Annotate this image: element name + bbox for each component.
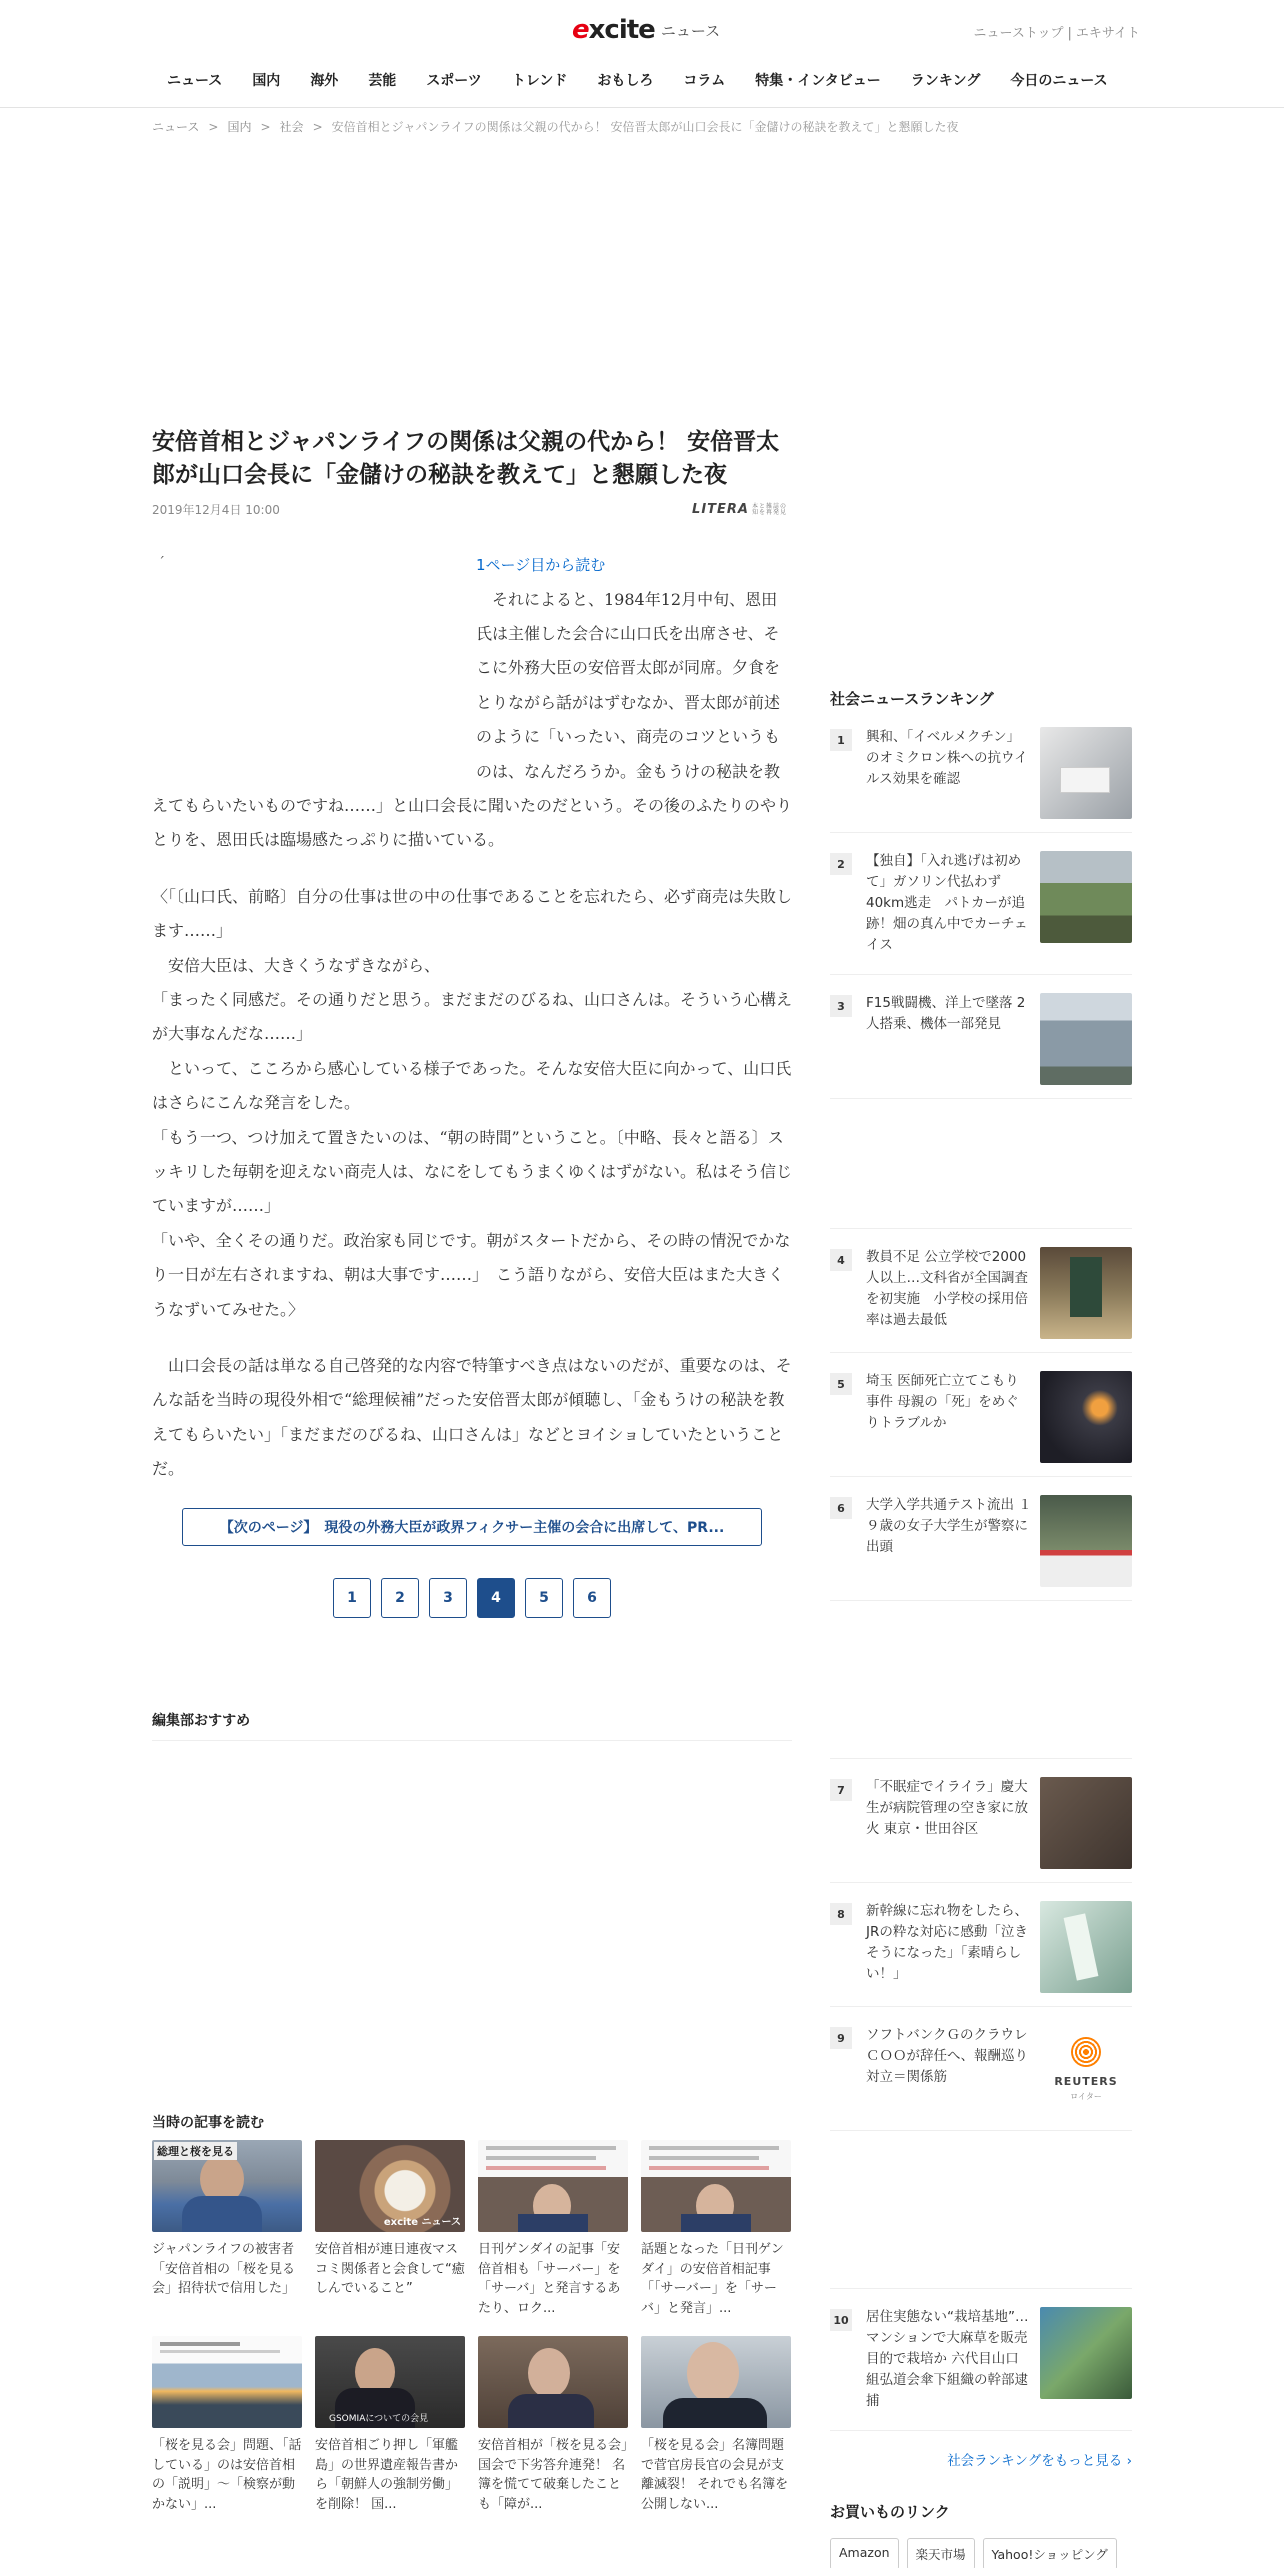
past-article-title: 日刊ゲンダイの記事「安倍首相も「サーバー」を「サーバ」と発言するあたり、ロク... — [478, 2242, 621, 2316]
ranking-thumbnail — [1040, 1777, 1132, 1869]
source-tagline: 本と雑誌の知を再発見 — [752, 502, 788, 516]
past-article-title: 安倍首相が連日連夜マスコミ関係者と会食して“癒しんでいること” — [315, 2242, 465, 2296]
nav-domestic[interactable]: 国内 — [252, 73, 281, 89]
rank-number: 2 — [830, 853, 852, 875]
page-4-button[interactable]: 4 — [477, 1578, 515, 1618]
global-nav — [152, 70, 1123, 90]
past-article-card[interactable] — [315, 2336, 465, 2514]
nav-ranking[interactable]: ランキング — [910, 73, 981, 89]
ranking-thumbnail — [1040, 1901, 1132, 1993]
editors-pick — [152, 1710, 792, 1741]
logo-subtitle: ニュース — [660, 21, 721, 40]
rank-number: 10 — [830, 2309, 852, 2331]
ranking-item[interactable] — [830, 1777, 1132, 1883]
ranking-title: 【独自】「入れ逃げは初めて」ガソリン代払わず40km逃走 パトカーが追跡！畑の真ん中でカーチェイス — [866, 853, 1028, 953]
source-name: LITERA — [692, 502, 749, 518]
nav-feature[interactable]: 特集・インタビュー — [755, 73, 881, 89]
ranking-item[interactable] — [830, 1247, 1132, 1353]
past-article-card[interactable] — [478, 2336, 628, 2514]
nav-column[interactable]: コラム — [683, 73, 726, 89]
sidebar-ad-slot — [830, 1117, 1132, 1229]
excite-site-link[interactable]: エキサイト — [1075, 26, 1140, 41]
article-body — [152, 548, 792, 1486]
ranking-title: 教員不足 公立学校で2000人以上…文科省が全国調査を初実施 小学校の採用倍率は過去最低 — [866, 1249, 1028, 1328]
article — [152, 426, 792, 1618]
ranking-title: 埼玉 医師死亡立てこもり事件 母親の「死」をめぐりトラブルか — [866, 1373, 1019, 1431]
page-5-button[interactable]: 5 — [525, 1578, 563, 1618]
reuters-logo-text: REUTERS — [1054, 2075, 1118, 2088]
past-article-thumbnail — [315, 2140, 465, 2232]
amazon-link[interactable]: Amazon — [830, 2538, 899, 2568]
past-article-title: 安倍首相ごり押し「軍艦島」の世界遺産報告書から「朝鮮人の強制労働」を削除！ 国... — [315, 2438, 459, 2512]
ranking-title: 大学入学共通テスト流出 １９歳の女子大学生が警察に出頭 — [866, 1497, 1032, 1555]
ranking-title: F15戦闘機、洋上で墜落 2人搭乗、機体一部発見 — [866, 995, 1026, 1032]
past-article-thumbnail — [641, 2140, 791, 2232]
sidebar — [830, 688, 1132, 2568]
nav-overseas[interactable]: 海外 — [310, 73, 339, 89]
sidebar-ad-slot — [830, 2149, 1132, 2289]
ranking-item[interactable] — [830, 2307, 1132, 2431]
past-articles-heading: 当時の記事を読む — [152, 2115, 264, 2131]
read-from-first-page-link[interactable]: 1ページ目から読む — [476, 556, 606, 575]
article-paragraph: 「もう一つ、つけ加えて置きたいのは、“朝の時間”ということ。〔中略、長々と語る〕スッキリした毎朝を迎えない商売人は、なにをしてもうまくゆくはずがない。私はそう信じていますが……」 — [152, 1127, 793, 1216]
litera-logo[interactable] — [692, 502, 792, 517]
nav-today[interactable]: 今日のニュース — [1010, 73, 1108, 89]
past-article-card[interactable] — [641, 2336, 791, 2514]
ranking-item[interactable] — [830, 727, 1132, 833]
ranking-thumbnail — [1040, 1371, 1132, 1463]
past-article-card[interactable] — [641, 2140, 791, 2318]
ranking-item[interactable] — [830, 1901, 1132, 2007]
ranking-title: 「不眠症でイライラ」慶大生が病院管理の空き家に放火 東京・世田谷区 — [866, 1779, 1028, 1837]
past-article-title: 話題となった「日刊ゲンダイ」の安倍首相記事 「「サーバー」を「サーバ」と発言」... — [641, 2242, 784, 2316]
past-article-title: ジャパンライフの被害者 「安倍首相の「桜を見る会」招待状で信用した」 — [152, 2242, 296, 2296]
ad-slot-top — [152, 150, 1132, 410]
reuters-logo — [1040, 2025, 1132, 2117]
past-articles-grid — [152, 2140, 792, 2514]
article-paragraph: といって、こころから感心している様子であった。そんな安倍大臣に向かって、山口氏はさらにこんな発言をした。 — [152, 1058, 792, 1113]
next-page-button[interactable]: 【次のページ】 現役の外務大臣が政界フィクサー主催の会合に出席して、PR... — [182, 1508, 762, 1546]
past-article-title: 「桜を見る会」問題、「話している」のは安倍首相の「説明」～「検察が動かない」... — [152, 2438, 302, 2512]
top-links: ニューストップ | エキサイト — [973, 26, 1140, 41]
breadcrumb-news[interactable]: ニュース — [152, 120, 200, 134]
ranking-title: ソフトバンクＧのクラウレＣＯＯが辞任へ、報酬巡り対立＝関係筋 — [866, 2027, 1028, 2085]
article-paragraph: 〈「〔山口氏、前略〕自分の仕事は世の中の仕事であることを忘れたら、必ず商売は失敗します……」 — [152, 886, 793, 941]
breadcrumb-current: 安倍首相とジャパンライフの関係は父親の代から！ 安倍晋太郎が山口会長に「金儲けの秘訣を教えて」と懇願した夜 — [331, 120, 959, 134]
past-article-thumbnail — [315, 2336, 465, 2428]
ranking-item[interactable] — [830, 2025, 1132, 2131]
rank-number: 4 — [830, 1249, 852, 1271]
article-paragraph: 安倍大臣は、大きくうなずきながら、 — [152, 955, 441, 975]
ranking-item[interactable] — [830, 1495, 1132, 1601]
article-date: 2019年12月4日 10:00 — [152, 503, 280, 518]
past-article-thumbnail — [478, 2140, 628, 2232]
chevron-right-icon: › — [1126, 2453, 1132, 2469]
article-image-caption: ´ — [158, 555, 165, 572]
more-ranking-link[interactable] — [830, 2449, 1132, 2469]
past-article-thumbnail — [152, 2140, 302, 2232]
rank-number: 8 — [830, 1903, 852, 1925]
rank-number: 5 — [830, 1373, 852, 1395]
thumb-label: excite ニュース — [383, 2217, 461, 2228]
page-1-button[interactable]: 1 — [333, 1578, 371, 1618]
editors-pick-heading: 編集部おすすめ — [152, 1713, 251, 1729]
nav-funny[interactable]: おもしろ — [597, 73, 654, 89]
past-article-thumbnail — [478, 2336, 628, 2428]
ranking-title: 興和、「イベルメクチン」のオミクロン株への抗ウイルス効果を確認 — [866, 729, 1028, 787]
shopping-links — [830, 2538, 1132, 2568]
rank-number: 3 — [830, 995, 852, 1017]
ranking-thumbnail — [1040, 2307, 1132, 2399]
article-title: 安倍首相とジャパンライフの関係は父親の代から！ 安倍晋太郎が山口会長に「金儲けの秘訣を教えて」と懇願した夜 — [152, 429, 780, 488]
news-top-link[interactable]: ニューストップ — [973, 26, 1064, 41]
past-article-title: 「桜を見る会」名簿問題で菅官房長官の会見が支離滅裂！ それでも名簿を公開しない... — [641, 2438, 789, 2512]
ranking-item[interactable] — [830, 993, 1132, 1099]
rank-number: 6 — [830, 1497, 852, 1519]
article-meta — [152, 501, 792, 518]
article-paragraph: 山口会長の話は単なる自己啓発的な内容で特筆すべき点はないのだが、重要なのは、そんな話を当時の現役外相で“総理候補”だった安倍晋太郎が傾聴し、「金もうけの秘訣を教えてもらいたい」「まだまだのびるね、山口さんは」などとヨイショしていたということだ。 — [152, 1355, 792, 1479]
reuters-logo-sub: ロイター — [1070, 2092, 1102, 2101]
past-article-card[interactable] — [478, 2140, 628, 2318]
ranking-item[interactable] — [830, 1371, 1132, 1477]
article-image — [152, 548, 464, 758]
thumb-label: 総理と桜を見る — [154, 2142, 237, 2160]
past-article-card[interactable] — [152, 2140, 302, 2318]
excite-logo: excite — [572, 15, 655, 45]
nav-news[interactable]: ニュース — [167, 73, 223, 89]
past-article-thumbnail — [152, 2336, 302, 2428]
article-paragraph: 「いや、全くその通りだ。政治家も同じです。朝がスタートだから、その時の情況でかなり一日が左右されますね、朝は大事です……」 こう語りながら、安倍大臣はまた大きくうなずいてみせた。〉 — [152, 1230, 791, 1319]
past-articles — [152, 2112, 792, 2514]
ranking-item[interactable] — [830, 851, 1132, 975]
past-article-thumbnail — [641, 2336, 791, 2428]
site-header — [0, 0, 1284, 108]
rank-number: 9 — [830, 2027, 852, 2049]
breadcrumb-society[interactable]: 社会 — [279, 120, 304, 134]
rank-number: 1 — [830, 729, 852, 751]
thumb-label: GSOMIAについての会見 — [329, 2414, 429, 2424]
page-3-button[interactable]: 3 — [429, 1578, 467, 1618]
ranking-heading: 社会ニュースランキング — [830, 690, 994, 708]
nav-trend[interactable]: トレンド — [511, 73, 568, 89]
ranking-thumbnail — [1040, 1495, 1132, 1587]
past-article-card[interactable] — [152, 2336, 302, 2514]
more-ranking-label: 社会ランキングをもっと見る — [947, 2453, 1123, 2469]
sidebar-ad-slot — [830, 1619, 1132, 1759]
breadcrumb-domestic[interactable]: 国内 — [227, 120, 252, 134]
site-logo[interactable] — [572, 12, 720, 48]
nav-sports[interactable]: スポーツ — [426, 73, 482, 89]
page-6-button[interactable]: 6 — [573, 1578, 611, 1618]
article-paragraph: それによると、1984年12月中旬、恩田氏は主催した会合に山口氏を出席させ、そこに外務大臣の安倍晋太郎が同席。夕食をとりながら話がはずむなか、晋太郎が前述のように「いったい、商売のコツというものは、なんだろうか。金もうけの秘訣を教えてもらいたいものですね……」と山口会長に聞いたのだという。その後のふたりのやりとりを、恩田氏は臨場感たっぷりに描いている。 — [152, 589, 793, 850]
shopping-heading: お買いものリンク — [830, 2503, 950, 2521]
article-paragraph: 「まったく同感だ。その通りだと思う。まだまだのびるね、山口さんは。そういう心構えが大事なんだな……」 — [152, 990, 793, 1044]
ranking-thumbnail — [1040, 851, 1132, 943]
ranking-thumbnail — [1040, 727, 1132, 819]
rank-number: 7 — [830, 1779, 852, 1801]
breadcrumb: ニュース > 国内 > 社会 > 安倍首相とジャパンライフの関係は父親の代から！ 安倍晋太郎が山口会長に「金儲けの秘訣を教えて」と懇願した夜 — [152, 120, 959, 134]
past-article-card[interactable] — [315, 2140, 465, 2318]
past-article-title: 安倍首相が「桜を見る会」国会で下劣答弁連発！ 名簿を慌てて破棄したことも「障が... — [478, 2438, 628, 2512]
ranking-title: 新幹線に忘れ物をしたら、JRの粋な対応に感動「泣きそうになった」「素晴らしい！」 — [866, 1903, 1028, 1982]
page-2-button[interactable]: 2 — [381, 1578, 419, 1618]
ranking-title: 居住実態ない“栽培基地”…マンションで大麻草を販売目的で栽培か 六代目山口組弘道会傘下組織の幹部逮捕 — [866, 2309, 1029, 2409]
rakuten-link[interactable]: 楽天市場 — [907, 2538, 975, 2568]
ranking-thumbnail — [1040, 1247, 1132, 1339]
nav-entertainment[interactable]: 芸能 — [368, 73, 397, 89]
pagination — [152, 1578, 792, 1618]
ranking-thumbnail — [1040, 993, 1132, 1085]
yahoo-shopping-link[interactable]: Yahoo!ショッピング — [983, 2538, 1117, 2568]
